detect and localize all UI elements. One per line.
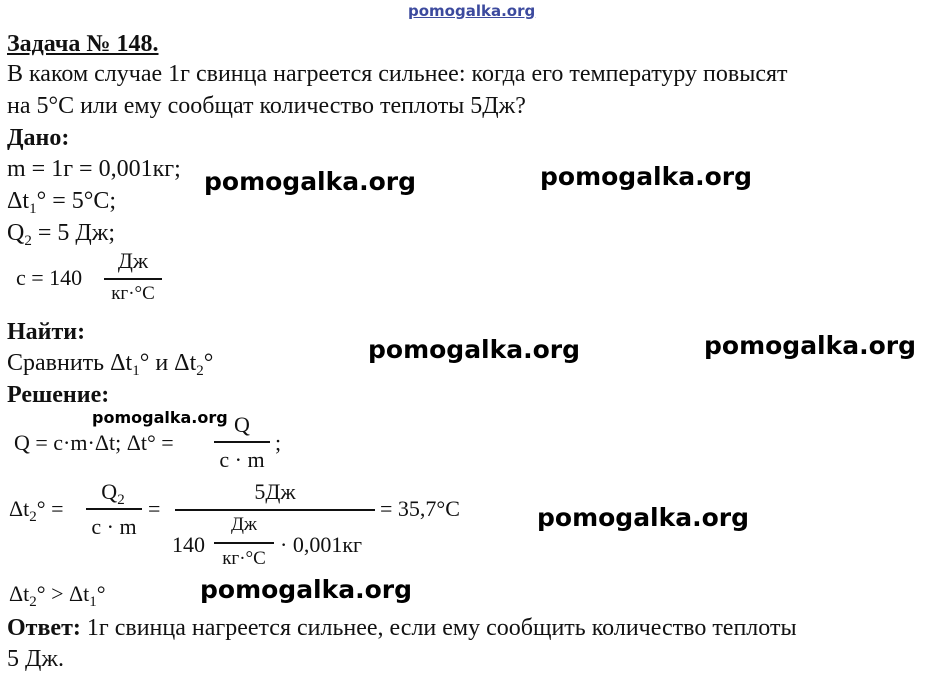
formula2-num-q: Q bbox=[101, 479, 118, 504]
given-q2-left: Q bbox=[7, 220, 25, 246]
watermark-6: pomogalka.org bbox=[200, 575, 413, 604]
answer-text-1: 1г свинца нагреется сильнее, если ему сообщить количество теплоты bbox=[80, 615, 797, 641]
answer-line-2: 5 Дж. bbox=[7, 646, 64, 672]
given-dt1 bbox=[7, 187, 116, 223]
given-c-denominator: кг·°C bbox=[111, 283, 155, 304]
formula2-den-140: 140 bbox=[172, 532, 205, 557]
formula2-left-a: Δt bbox=[9, 496, 30, 521]
watermark-2: pomogalka.org bbox=[540, 162, 753, 191]
formula2-numerator bbox=[84, 479, 142, 509]
formula1-fraction-bar bbox=[214, 441, 270, 443]
formula1-end: ; bbox=[275, 430, 282, 455]
given-c-fraction-bar bbox=[104, 278, 162, 280]
formula2-denominator: c · m bbox=[91, 514, 137, 539]
comparison-b: ° > Δt bbox=[36, 581, 90, 606]
formula2-result: = 35,7°С bbox=[380, 496, 460, 521]
formula2-left bbox=[9, 496, 63, 526]
watermark-1: pomogalka.org bbox=[204, 167, 417, 196]
comparison-a: Δt bbox=[9, 581, 30, 606]
given-c-numerator: Дж bbox=[117, 248, 149, 273]
find-text-b: ° и Δt bbox=[139, 350, 197, 376]
formula2-den-mass: · 0,001кг bbox=[280, 532, 363, 557]
question-line-2: на 5°С или ему сообщат количество теплоты 5Дж? bbox=[7, 93, 526, 119]
formula2-left-deg: ° = bbox=[36, 496, 64, 521]
formula1-left: Q = c·m·Δt; Δt° = bbox=[14, 430, 174, 455]
formula2-equals: = bbox=[148, 496, 161, 521]
comparison bbox=[9, 581, 106, 611]
formula1-numerator: Q bbox=[234, 412, 250, 437]
formula2-fraction-bar bbox=[86, 508, 142, 510]
given-dt1-left: Δt bbox=[7, 188, 30, 214]
formula2-left-sub: 2 bbox=[29, 509, 37, 525]
formula2-big-fraction-bar bbox=[175, 509, 375, 511]
find-heading: Найти: bbox=[7, 319, 86, 345]
formula2-inner-denominator: кг·°C bbox=[222, 548, 266, 569]
given-q2-sub: 2 bbox=[24, 233, 32, 249]
answer-label: Ответ: bbox=[7, 615, 81, 641]
question-line-1: В каком случае 1г свинца нагреется сильнее: когда его температуру повысят bbox=[7, 61, 788, 87]
find-text-a: Сравнить Δt bbox=[7, 350, 133, 376]
find-text bbox=[7, 349, 213, 385]
formula2-big-numerator: 5Дж bbox=[254, 479, 296, 504]
formula2-inner-numerator: Дж bbox=[230, 514, 258, 535]
answer-line-1 bbox=[7, 614, 797, 642]
given-c-left: c = 140 bbox=[16, 265, 83, 290]
comparison-sub-2: 2 bbox=[29, 594, 37, 610]
given-dt1-right: ° = 5°С; bbox=[36, 188, 117, 214]
comparison-sub-1: 1 bbox=[89, 594, 97, 610]
watermark-3: pomogalka.org bbox=[368, 335, 581, 364]
given-q2-right: = 5 Дж; bbox=[31, 220, 115, 246]
watermark-5: pomogalka.org bbox=[537, 503, 750, 532]
watermark-4: pomogalka.org bbox=[704, 331, 917, 360]
find-sub-1: 1 bbox=[132, 363, 140, 379]
formula2-num-sub: 2 bbox=[117, 492, 125, 508]
problem-title: Задача № 148. bbox=[7, 31, 159, 57]
formula2-inner-fraction-bar bbox=[214, 542, 274, 544]
formula1-denominator: c · m bbox=[219, 447, 265, 472]
given-heading: Дано: bbox=[7, 125, 70, 151]
given-q2 bbox=[7, 219, 115, 255]
top-watermark-link[interactable]: pomogalka.org bbox=[408, 2, 536, 20]
solution-heading: Решение: bbox=[7, 382, 110, 408]
given-mass: m = 1г = 0,001кг; bbox=[7, 156, 181, 182]
find-sub-2: 2 bbox=[196, 363, 204, 379]
given-dt1-sub: 1 bbox=[29, 201, 37, 217]
comparison-c: ° bbox=[96, 581, 106, 606]
find-text-c: ° bbox=[203, 350, 214, 376]
watermark-small: pomogalka.org bbox=[92, 408, 228, 427]
